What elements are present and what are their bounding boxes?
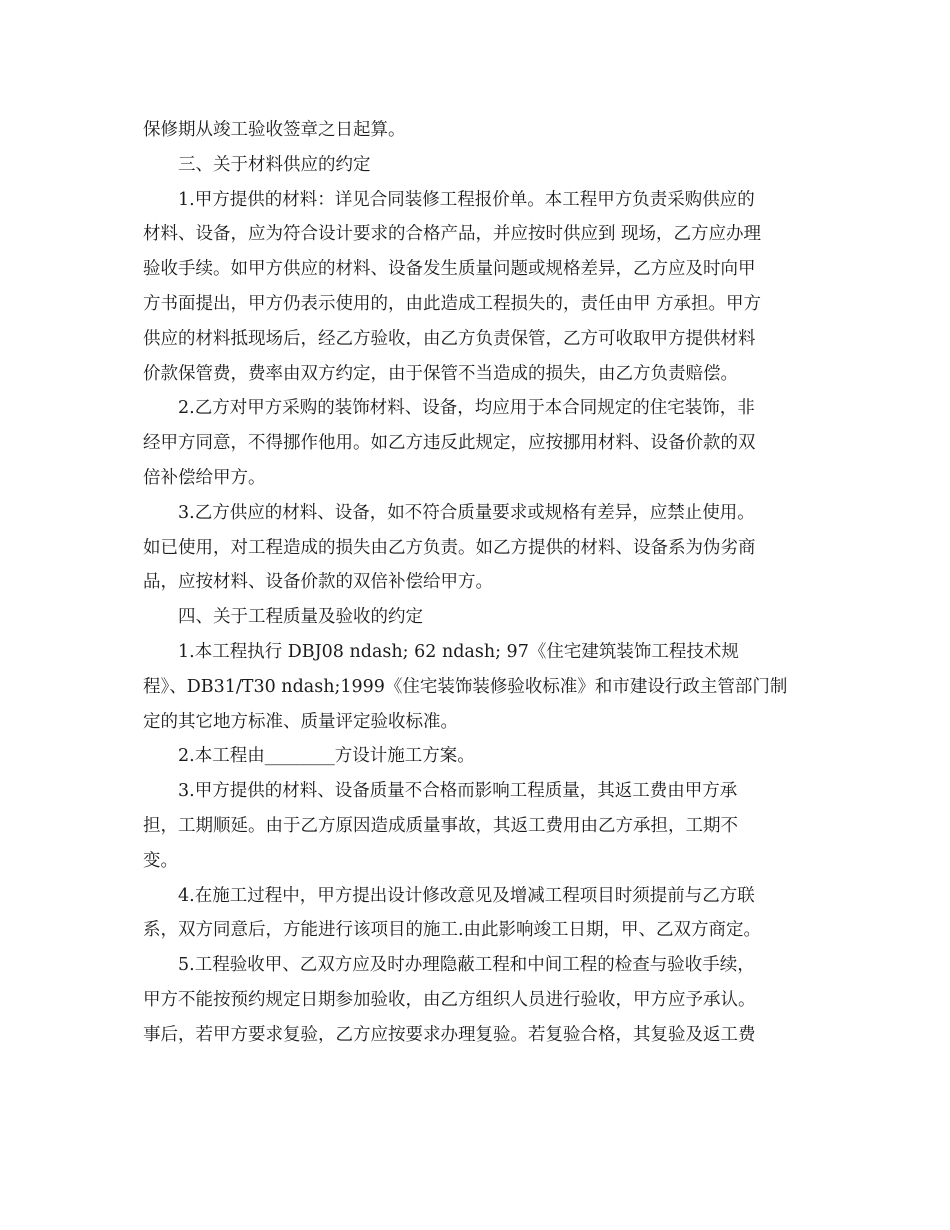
text-line: 5.工程验收甲、乙双方应及时办理隐蔽工程和中间工程的检查与验收手续， (178, 955, 755, 976)
text-line: 三、关于材料供应的约定 (178, 154, 371, 175)
text-line: 1.本工程执行 DBJ08 ndash; 62 ndash; 97《住宅建筑装饰工程技术规 (178, 641, 739, 662)
text-line: 担，工期顺延。由于乙方原因造成质量事故，其返工费用由乙方承担，工期不 (143, 815, 738, 836)
text-line: 系，双方同意后，方能进行该项目的施工.由此影响竣工日期，甲、乙双方商定。 (143, 920, 762, 941)
text-line: 定的其它地方标准、质量评定验收标准。 (143, 711, 458, 732)
text-line: 3.乙方供应的材料、设备，如不符合质量要求或规格有差异，应禁止使用。 (178, 502, 755, 523)
text-line: 1.甲方提供的材料：详见合同装修工程报价单。本工程甲方负责采购供应的 (178, 189, 755, 210)
text-line: 四、关于工程质量及验收的约定 (178, 607, 423, 628)
text-line: 甲方不能按预约规定日期参加验收，由乙方组织人员进行验收，甲方应予承认。 (143, 989, 756, 1010)
text-line: 经甲方同意，不得挪作他用。如乙方违反此规定，应按挪用材料、设备价款的双 (143, 433, 756, 454)
text-line: 验收手续。如甲方供应的材料、设备发生质量问题或规格差异，乙方应及时向甲 (143, 259, 756, 280)
text-line: 如已使用，对工程造成的损失由乙方负责。如乙方提供的材料、设备系为伪劣商 (143, 537, 756, 558)
text-line: 2.乙方对甲方采购的装饰材料、设备，均应用于本合同规定的住宅装饰，非 (178, 398, 755, 419)
text-line: 4.在施工过程中，甲方提出设计修改意见及增减工程项目时须提前与乙方联 (178, 885, 755, 906)
text-line: 变。 (143, 850, 178, 871)
text-line: 3.甲方提供的材料、设备质量不合格而影响工程质量，其返工费由甲方承 (178, 781, 738, 802)
document-body (143, 113, 813, 1053)
text-line: 2.本工程由________方设计施工方案。 (178, 746, 475, 767)
text-line: 供应的材料抵现场后，经乙方验收，由乙方负责保管，乙方可收取甲方提供材料 (143, 328, 756, 349)
text-line: 品，应按材料、设备价款的双倍补偿给甲方。 (143, 572, 493, 593)
text-line: 事后，若甲方要求复验，乙方应按要求办理复验。若复验合格，其复验及返工费 (143, 1024, 756, 1045)
text-line: 方书面提出，甲方仍表示使用的，由此造成工程损失的，责任由甲 方承担。甲方 (143, 293, 762, 314)
text-line: 保修期从竣工验收签章之日起算。 (143, 120, 406, 140)
text-line: 材料、设备，应为符合设计要求的合格产品，并应按时供应到 现场，乙方应办理 (143, 224, 762, 245)
text-line: 倍补偿给甲方。 (143, 467, 266, 488)
text-line: 价款保管费，费率由双方约定，由于保管不当造成的损失，由乙方负责赔偿。 (143, 363, 738, 384)
text-line: 程》、DB31/T30 ndash;1999《住宅装饰装修验收标准》和市建设行政主管部门制 (143, 676, 788, 697)
